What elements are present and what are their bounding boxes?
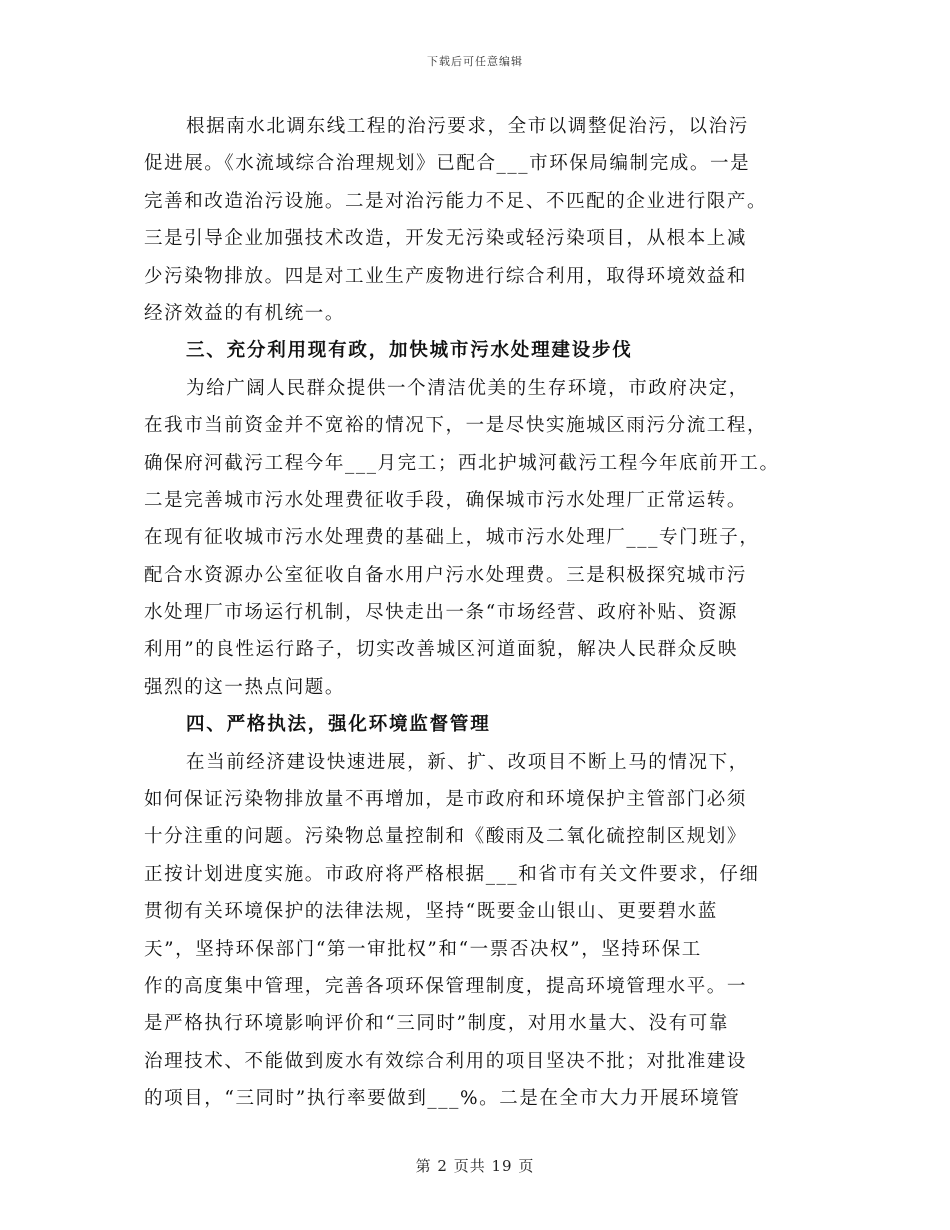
section-heading: 四、严格执法，强化环境监督管理 (186, 714, 491, 736)
paragraph-line: 强烈的这一热点问题。 (144, 676, 346, 698)
page-header-note: 下载后可任意编辑 (427, 55, 523, 68)
paragraph-line: 作的高度集中管理，完善各项环保管理制度，提高环境管理水平。一 (144, 975, 748, 997)
paragraph-line: 配合水资源办公室征收自备水用户污水处理费。三是积极探究城市污 (144, 564, 748, 586)
paragraph-line: 天”，坚持环保部门“第一审批权”和“一票否决权”，坚持环保工 (144, 938, 702, 960)
paragraph-line: 三是引导企业加强技术改造，开发无污染或轻污染项目，从根本上减 (144, 228, 748, 250)
paragraph-line: 完善和改造治污设施。二是对治污能力不足、不匹配的企业进行限产。 (144, 190, 768, 212)
paragraph-line: 十分注重的问题。污染物总量控制和《酸雨及二氧化硫控制区规划》 (144, 826, 748, 848)
paragraph-line: 正按计划进度实施。市政府将严格根据___和省市有关文件要求，仔细 (144, 863, 760, 885)
paragraph-line: 在现有征收城市污水处理费的基础上，城市污水处理厂___专门班子， (144, 527, 760, 549)
paragraph-line: 利用”的良性运行路子，切实改善城区河道面貌，解决人民群众反映 (144, 639, 738, 661)
paragraph-line: 根据南水北调东线工程的治污要求，全市以调整促治污，以治污 (186, 116, 749, 137)
paragraph-line: 在当前经济建设快速进展，新、扩、改项目不断上马的情况下， (186, 751, 749, 773)
paragraph-line: 二是完善城市污水处理费征收手段，确保城市污水处理厂正常运转。 (144, 489, 748, 511)
paragraph-line: 如何保证污染物排放量不再增加，是市政府和环境保护主管部门必须 (144, 789, 748, 811)
paragraph-line: 的项目，“三同时”执行率要做到___%。二是在全市大力开展环境管 (144, 1088, 741, 1110)
paragraph-line: 治理技术、不能做到废水有效综合利用的项目坚决不批；对批准建设 (144, 1050, 748, 1072)
paragraph-line: 经济效益的有机统一。 (144, 302, 346, 324)
paragraph-line: 促进展。《水流域综合治理规划》已配合___市环保局编制完成。一是 (144, 153, 751, 175)
paragraph-line: 在我市当前资金并不宽裕的情况下，一是尽快实施城区雨污分流工程， (144, 415, 768, 437)
page-number-footer: 第 2 页共 19 页 (415, 1157, 535, 1175)
section-heading: 三、充分利用现有政，加快城市污水处理建设步伐 (186, 340, 633, 362)
paragraph-line: 为给广阔人民群众提供一个清洁优美的生存环境，市政府决定， (186, 377, 749, 399)
paragraph-line: 少污染物排放。四是对工业生产废物进行综合利用，取得环境效益和 (144, 265, 748, 287)
paragraph-line: 是严格执行环境影响评价和“三同时”制度，对用水量大、没有可靠 (144, 1013, 729, 1035)
paragraph-line: 贯彻有关环境保护的法律法规，坚持“既要金山银山、更要碧水蓝 (144, 901, 718, 923)
paragraph-line: 水处理厂市场运行机制，尽快走出一条“市场经营、政府补贴、资源 (144, 602, 738, 624)
paragraph-line: 确保府河截污工程今年___月完工；西北护城河截污工程今年底前开工。 (144, 452, 780, 474)
document-body (144, 108, 804, 1118)
